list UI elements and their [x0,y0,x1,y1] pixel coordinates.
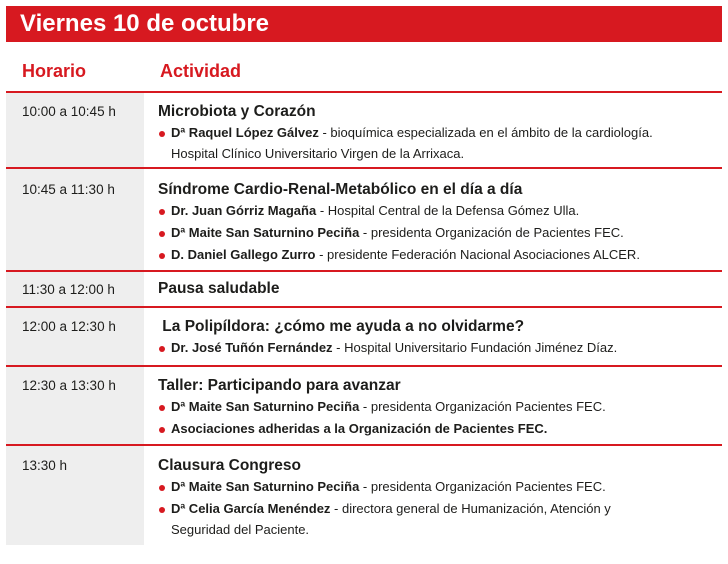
speaker-role: presidenta Organización Pacientes FEC. [370,399,606,414]
time-cell [6,308,144,365]
bullet-icon [159,209,165,215]
activity-title: Clausura Congreso [158,457,301,474]
speaker-item [158,396,714,418]
speaker-name: D. Daniel Gallego Zurro [171,247,316,262]
separator: - [359,399,371,414]
day-banner [6,6,722,42]
activity-cell [158,317,714,359]
time-cell [6,367,144,444]
speaker-role: presidenta Organización de Pacientes FEC. [370,225,624,240]
speaker-name: Asociaciones adheridas a la Organización de Pacientes FEC. [171,421,548,436]
speaker-role: presidente Federación Nacional Asociaciones ALCER. [327,247,640,262]
activity-cell [158,376,714,440]
speaker-name: Dr. Juan Górriz Magaña [171,203,317,218]
activity-title: La Polipíldora: ¿cómo me ayuda a no olvidarme? [158,318,525,335]
activity-title: Pausa saludable [158,280,280,297]
time-cell [6,93,144,167]
speaker-role-continued: Hospital Clínico Universitario Virgen de la Arrixaca. [171,146,465,161]
speaker-item [158,337,714,359]
bullet-icon [159,131,165,137]
time-label: 12:00 a 12:30 h [22,319,116,334]
speaker-name: Dr. José Tuñón Fernández [171,340,333,355]
bullet-icon [159,231,165,237]
time-cell [6,446,144,545]
bullet-icon [159,427,165,433]
table-row [6,93,722,169]
time-cell [6,169,144,270]
activity-cell [158,456,714,540]
separator: - [316,203,328,218]
time-label: 12:30 a 13:30 h [22,378,116,393]
speaker-item [158,244,714,266]
table-row [6,169,722,272]
table-row [6,308,722,367]
table-row [6,367,722,446]
bullet-icon [159,405,165,411]
bullet-icon [159,507,165,513]
speaker-name: Dª Maite San Saturnino Peciña [171,399,360,414]
table-header [6,51,722,91]
activity-cell [158,180,714,266]
column-header-activity: Actividad [160,61,242,81]
bullet-icon [159,485,165,491]
activity-title: Microbiota y Corazón [158,103,316,120]
speaker-name: Dª Maite San Saturnino Peciña [171,225,360,240]
activity-cell [158,102,714,164]
schedule-table [6,93,722,545]
separator: - [318,125,331,140]
speaker-role: Hospital Central de la Defensa Gómez Ulla. [327,203,580,218]
speaker-role: Hospital Universitario Fundación Jiménez Díaz. [344,340,618,355]
separator: - [332,340,345,355]
speaker-item [158,476,714,498]
activity-title: Síndrome Cardio-Renal-Metabólico en el día a día [158,181,523,198]
separator: - [315,247,328,262]
speaker-item [158,122,714,164]
time-label: 11:30 a 12:00 h [22,282,115,297]
speaker-role: directora general de Humanización, Atención y [341,501,611,516]
table-row [6,272,722,308]
speaker-item [158,498,714,540]
time-label: 13:30 h [22,458,68,473]
column-header-time: Horario [22,61,87,81]
bullet-icon [159,346,165,352]
speaker-name: Dª Raquel López Gálvez [171,125,319,140]
speaker-role: presidenta Organización Pacientes FEC. [370,479,606,494]
separator: - [330,501,342,516]
activity-title: Taller: Participando para avanzar [158,377,401,394]
day-title: Viernes 10 de octubre [20,10,269,37]
speaker-name: Dª Maite San Saturnino Peciña [171,479,360,494]
time-label: 10:45 a 11:30 h [22,182,115,197]
speaker-item [158,418,714,440]
separator: - [359,479,371,494]
speaker-item [158,222,714,244]
speaker-role-continued: Seguridad del Paciente. [171,522,310,537]
separator: - [359,225,371,240]
time-label: 10:00 a 10:45 h [22,104,116,119]
time-cell [6,272,144,306]
speaker-name: Dª Celia García Menéndez [171,501,331,516]
speaker-item [158,200,714,222]
bullet-icon [159,253,165,259]
speaker-role: bioquímica especializada en el ámbito de la cardiología. [330,125,653,140]
activity-cell [158,279,714,299]
table-row [6,446,722,545]
